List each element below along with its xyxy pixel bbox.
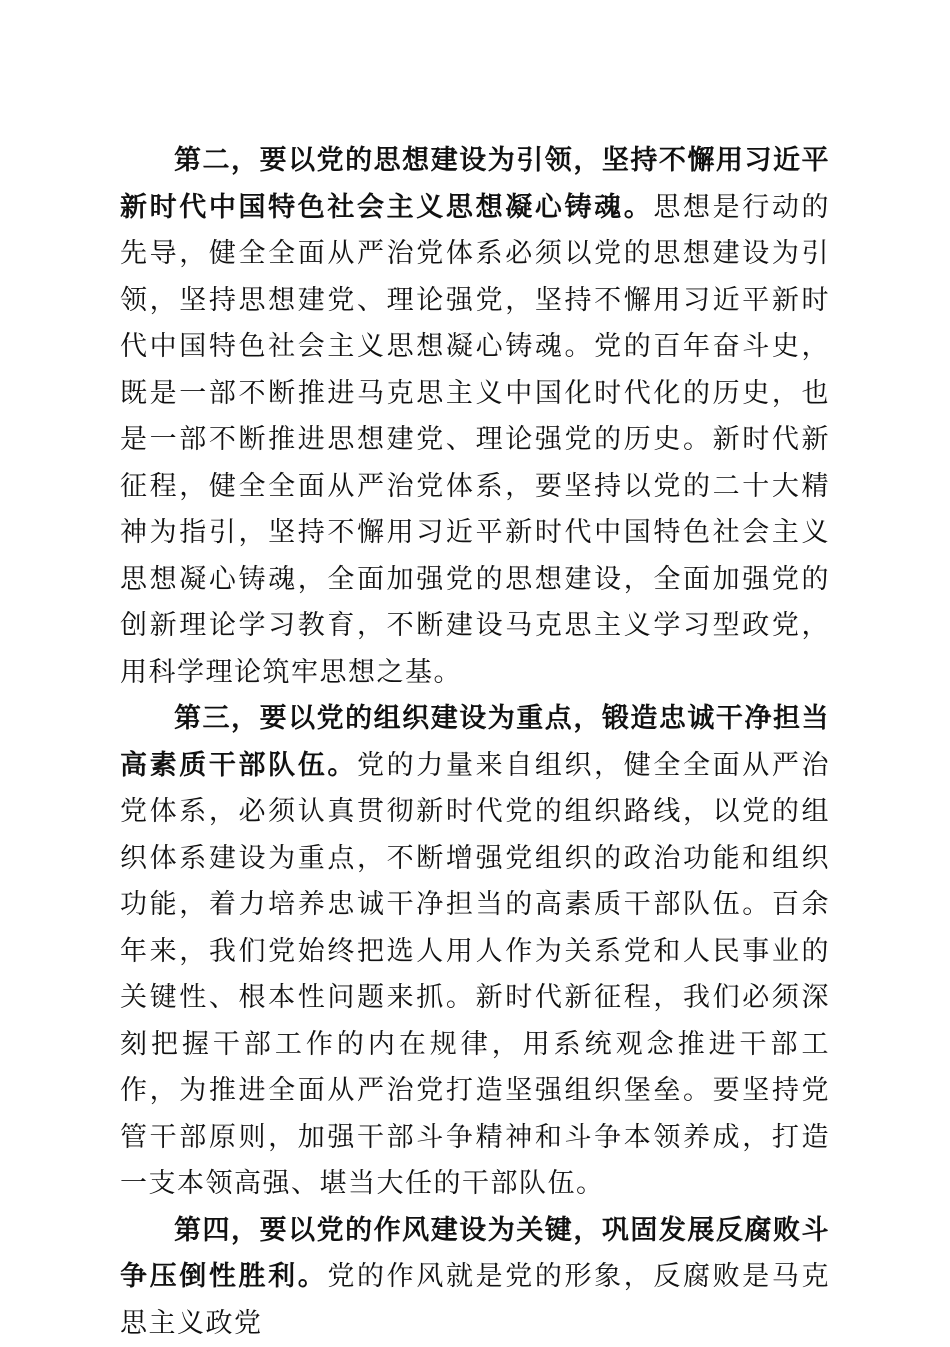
paragraph-lead: 第二，要以党的思想建设为引领，坚持不懈用习近平新时代中国特色社会主义思想凝心铸魂。 <box>120 145 830 223</box>
paragraph-third <box>120 696 830 1208</box>
paragraph-lead: 第三，要以党的组织建设为重点，锻造忠诚干净担当高素质干部队伍。 <box>120 703 830 781</box>
paragraph-text: 党的力量来自组织，健全全面从严治党体系，必须认真贯彻新时代党的组织路线，以党的组织体系建设为重点，不断增强党组织的政治功能和组织功能，着力培养忠诚干净担当的高素质干部队伍。百余年来，我们党始终把选人用人作为关系党和人民事业的关键性、根本性问题来抓。新时代新征程，我们必须深刻把握干部工作的内在规律，用系统观念推进干部工作，为推进全面从严治党打造坚强组织堡垒。要坚持党管干部原则，加强干部斗争精神和斗争本领养成，打造一支本领高强、堪当大任的干部队伍。 <box>120 750 830 1200</box>
paragraph-text: 党的作风就是党的形象，反腐败是马克思主义政党 <box>120 1261 830 1339</box>
paragraph-fourth <box>120 1208 830 1347</box>
document-body <box>120 138 830 1347</box>
paragraph-second <box>120 138 830 696</box>
paragraph-lead: 第四，要以党的作风建设为关键，巩固发展反腐败斗争压倒性胜利。 <box>120 1215 830 1293</box>
paragraph-text: 思想是行动的先导，健全全面从严治党体系必须以党的思想建设为引领，坚持思想建党、理论强党，坚持不懈用习近平新时代中国特色社会主义思想凝心铸魂。党的百年奋斗史，既是一部不断推进马克思主义中国化时代化的历史，也是一部不断推进思想建党、理论强党的历史。新时代新征程，健全全面从严治党体系，要坚持以党的二十大精神为指引，坚持不懈用习近平新时代中国特色社会主义思想凝心铸魂，全面加强党的思想建设，全面加强党的创新理论学习教育，不断建设马克思主义学习型政党，用科学理论筑牢思想之基。 <box>120 192 830 688</box>
